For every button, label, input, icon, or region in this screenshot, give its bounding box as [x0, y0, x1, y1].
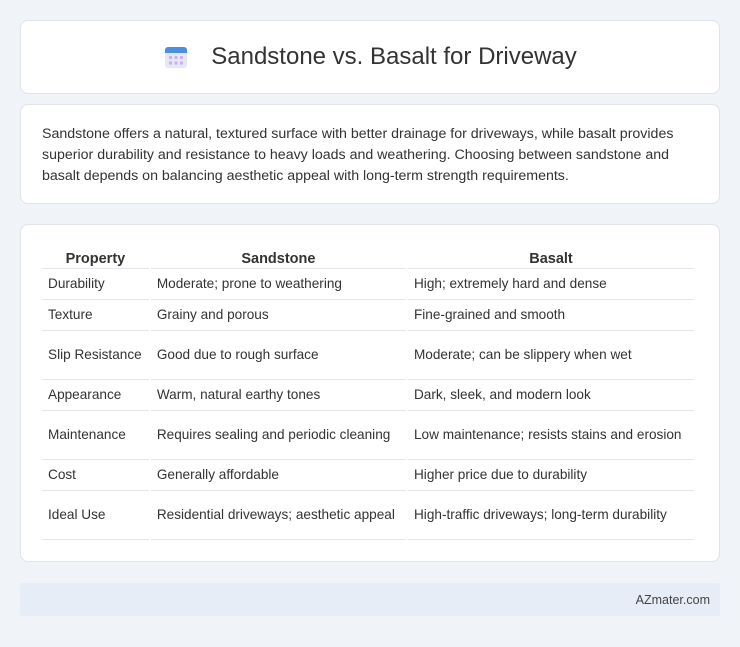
sandstone-cell: Generally affordable [151, 460, 406, 491]
basalt-cell: Moderate; can be slippery when wet [408, 331, 694, 380]
basalt-cell: High; extremely hard and dense [408, 269, 694, 300]
property-cell: Texture [42, 300, 149, 331]
comparison-table [40, 247, 696, 540]
sandstone-cell: Good due to rough surface [151, 331, 406, 380]
basalt-cell: Fine-grained and smooth [408, 300, 694, 331]
footer [20, 583, 720, 616]
header-sandstone: Sandstone [151, 247, 406, 269]
header-basalt: Basalt [408, 247, 694, 269]
table-row [42, 380, 694, 411]
table-row [42, 491, 694, 540]
table-row [42, 331, 694, 380]
page-title: Sandstone vs. Basalt for Driveway [211, 43, 577, 70]
sandstone-cell: Residential driveways; aesthetic appeal [151, 491, 406, 540]
table-row [42, 411, 694, 460]
property-cell: Ideal Use [42, 491, 149, 540]
basalt-cell: Higher price due to durability [408, 460, 694, 491]
comparison-table-card [20, 224, 720, 562]
sandstone-cell: Requires sealing and periodic cleaning [151, 411, 406, 460]
sandstone-cell: Moderate; prone to weathering [151, 269, 406, 300]
footer-site-name: AZmater.com [635, 592, 710, 607]
property-cell: Maintenance [42, 411, 149, 460]
table-header-row [42, 247, 694, 269]
table-row [42, 269, 694, 300]
sandstone-cell: Warm, natural earthy tones [151, 380, 406, 411]
property-cell: Appearance [42, 380, 149, 411]
property-cell: Durability [42, 269, 149, 300]
intro-card [20, 104, 720, 204]
sandstone-cell: Grainy and porous [151, 300, 406, 331]
title-card [20, 20, 720, 94]
table-row [42, 460, 694, 491]
intro-paragraph: Sandstone offers a natural, textured surface with better drainage for driveways, while basalt provides superior durability and resistance to heavy loads and weathering. Choosing between sandstone and basalt depends on balancing aesthetic appeal with long-term strength requirements. [42, 126, 674, 184]
basalt-cell: Low maintenance; resists stains and erosion [408, 411, 694, 460]
header-property: Property [42, 247, 149, 269]
basalt-cell: Dark, sleek, and modern look [408, 380, 694, 411]
property-cell: Slip Resistance [42, 331, 149, 380]
property-cell: Cost [42, 460, 149, 491]
table-row [42, 300, 694, 331]
basalt-cell: High-traffic driveways; long-term durability [408, 491, 694, 540]
calendar-icon [163, 44, 189, 70]
